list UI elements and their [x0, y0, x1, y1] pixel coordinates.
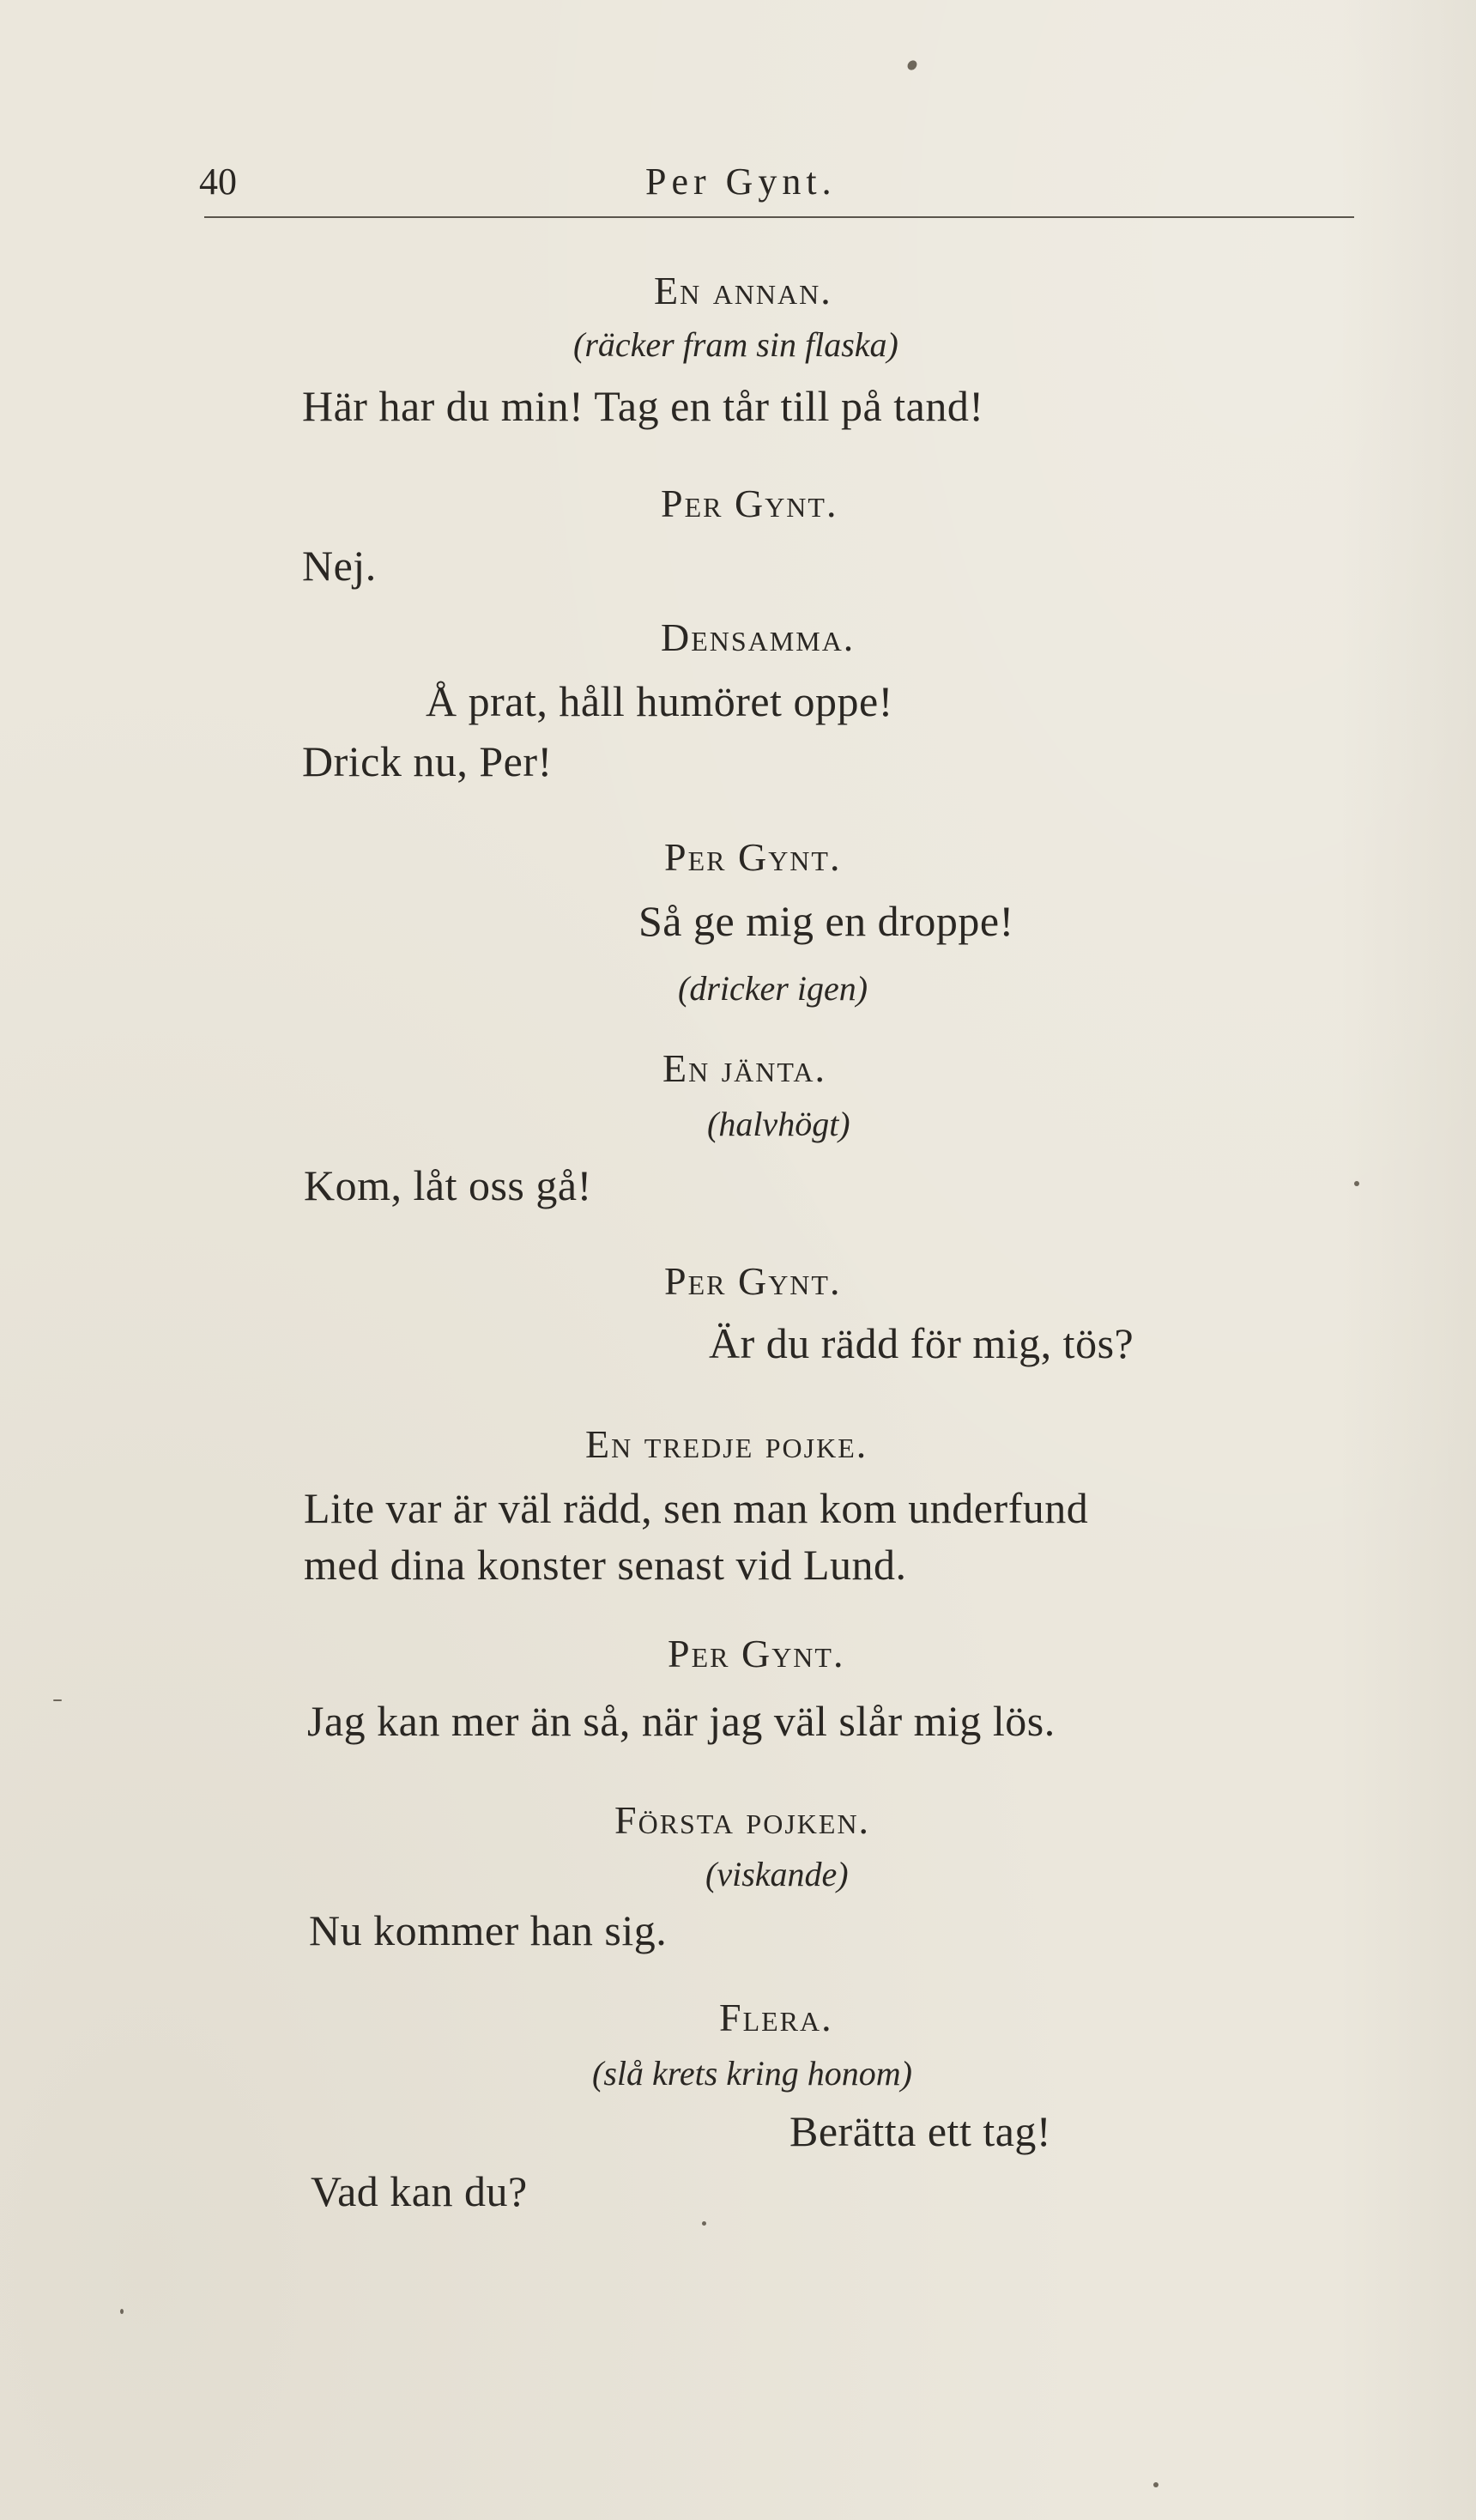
speaker-per-gynt-1: Per Gynt. — [661, 482, 838, 525]
stage-direction-viskande: (viskande) — [705, 1855, 849, 1893]
verse-line-11: Nu kommer han sig. — [309, 1906, 668, 1954]
verse-line-4: Drick nu, Per! — [302, 737, 553, 785]
speaker-per-gynt-2: Per Gynt. — [664, 835, 842, 879]
verse-line-7: Är du rädd för mig, tös? — [709, 1319, 1134, 1367]
paper-speck — [905, 58, 918, 72]
paper-speck — [120, 2309, 124, 2314]
verse-line-6: Kom, låt oss gå! — [304, 1161, 592, 1209]
speaker-forsta-pojken: Första pojken. — [614, 1798, 871, 1842]
stage-direction-dricker: (dricker igen) — [678, 969, 868, 1008]
verse-line-2: Nej. — [302, 542, 377, 590]
speaker-en-annan: En annan. — [654, 269, 832, 312]
stage-direction-racker: (räcker fram sin flaska) — [573, 325, 898, 364]
speaker-flera: Flera. — [719, 1996, 833, 2039]
paper-speck — [1153, 2482, 1158, 2487]
verse-line-8: Lite var är väl rädd, sen man kom underfund — [304, 1484, 1089, 1532]
stage-direction-halvhogt: (halvhögt) — [707, 1105, 850, 1143]
stage-direction-sla-krets: (slå krets kring honom) — [592, 2054, 912, 2093]
speaker-per-gynt-4: Per Gynt. — [668, 1632, 845, 1675]
verse-line-9: med dina konster senast vid Lund. — [304, 1541, 907, 1589]
speaker-per-gynt-3: Per Gynt. — [664, 1259, 842, 1303]
verse-line-10: Jag kan mer än så, när jag väl slår mig lös. — [307, 1697, 1056, 1745]
speaker-densamma: Densamma. — [661, 615, 856, 659]
header-rule — [204, 216, 1354, 218]
page-number: 40 — [199, 161, 237, 203]
running-title: Per Gynt. — [645, 161, 837, 203]
paper-speck — [702, 2221, 706, 2226]
verse-line-12: Berätta ett tag! — [789, 2107, 1052, 2155]
paper-speck — [1354, 1181, 1359, 1186]
paper-speck — [53, 1699, 62, 1701]
verse-line-5: Så ge mig en droppe! — [638, 897, 1014, 945]
page-edge-shading — [1339, 0, 1476, 2520]
speaker-en-janta: En jänta. — [662, 1046, 826, 1090]
verse-line-13: Vad kan du? — [311, 2167, 528, 2215]
speaker-en-tredje-pojke: En tredje pojke. — [585, 1422, 868, 1466]
verse-line-3: Å prat, håll humöret oppe! — [426, 677, 893, 725]
verse-line-1: Här har du min! Tag en tår till på tand! — [302, 382, 984, 430]
